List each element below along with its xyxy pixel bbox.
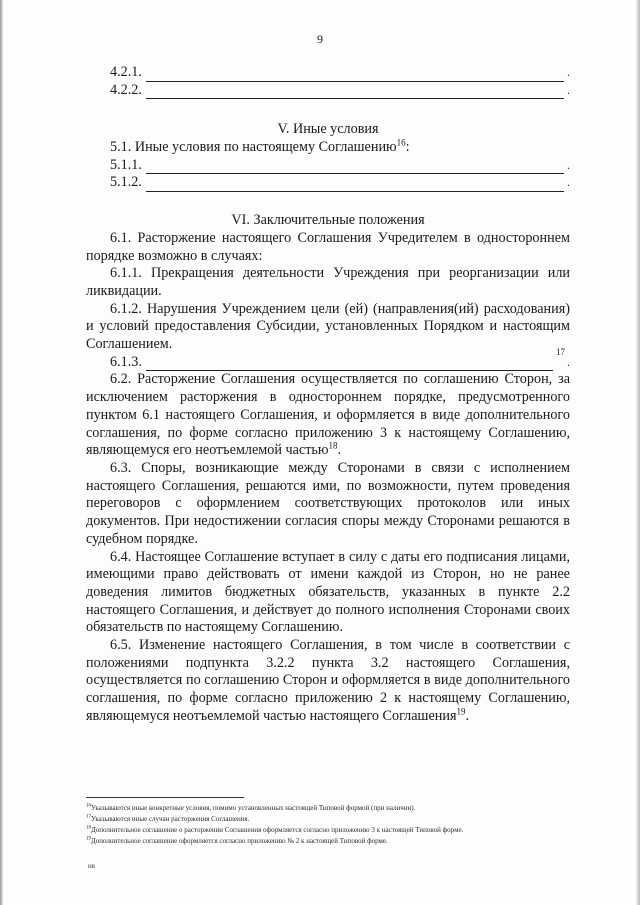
fill-in-line — [146, 358, 553, 371]
footnote-number: 19 — [86, 836, 91, 842]
line-end: . — [567, 175, 570, 190]
clause-6-2-end: . — [337, 442, 342, 459]
clause-6-5-text: 6.5. Изменение настоящего Соглашения, в том числе в соответствии с положениями подпункта 3.2.2 пункта 3.2 настоящего Соглашения, осуществляется по соглашению Сторон и оформляется в виде дополнительного соглашения, по форме согласно приложению 2 к настоящему Соглашению, являющемуся неотъемлемой частью настоящего Соглашения — [86, 637, 570, 724]
scan-edge-left — [0, 0, 3, 905]
footnote-ref-18: 18 — [328, 440, 338, 451]
document-body — [86, 64, 570, 726]
footnotes — [86, 803, 586, 847]
clause-6-5-end: . — [465, 707, 470, 724]
fill-in-line — [146, 86, 564, 99]
footnote-ref-16: 16 — [396, 137, 406, 148]
section-6-heading: VI. Заключительные положения — [231, 212, 425, 229]
footnote-ref-17: 17 — [556, 346, 565, 357]
clause-6-2 — [86, 371, 570, 460]
footnote-ref-19: 19 — [456, 706, 466, 717]
blank-line-5-1-1 — [86, 157, 570, 175]
footnote-16 — [86, 803, 586, 814]
section-5-heading: V. Иные условия — [277, 121, 379, 138]
clause-number: 4.2.1. — [110, 63, 142, 80]
footnote-text: Дополнительное соглашение оформляется согласно приложению № 2 к настоящей Типовой форме. — [91, 837, 388, 845]
footnote-text: Указываются иные конкретные условия, помимо установленных настоящей Типовой формой (при наличии). — [91, 804, 416, 812]
footnote-number: 16 — [86, 803, 91, 809]
clause-number: 4.2.2. — [110, 81, 142, 98]
footnote-text: Дополнительное соглашение о расторжении Соглашения оформляется согласно приложению 3 к настоящей Типовой форме. — [91, 826, 464, 834]
clause-number: 5.1.2. — [110, 174, 142, 191]
blank-line-4-2-1 — [86, 64, 570, 82]
line-end: . — [567, 157, 570, 172]
footnote-18 — [86, 825, 586, 836]
page-number: 9 — [317, 32, 323, 46]
clause-6-3: 6.3. Споры, возникающие между Сторонами в связи с исполнением настоящего Соглашения, решаются ими, по возможности, путем проведения переговоров с оформлением соответствующих протоколов или иных документов. При недостижении согласия споры между Сторонами решаются в судебном порядке. — [86, 459, 570, 547]
footnote-17 — [86, 814, 586, 825]
fill-in-line — [146, 179, 564, 192]
clause-6-1-2: 6.1.2. Нарушения Учреждением цели (ей) (направления(ий) расходования) и условий предоставления Субсидии, установленных Порядком и настоящим Соглашением. — [86, 300, 570, 353]
line-end: . — [567, 354, 570, 369]
fill-in-line — [146, 161, 564, 174]
footnote-number: 18 — [86, 825, 91, 831]
clause-number: 5.1.1. — [110, 156, 142, 173]
blank-line-6-1-3 — [86, 346, 570, 372]
clause-6-1: 6.1. Расторжение настоящего Соглашения Учредителем в одностороннем порядке возможно в случаях: — [86, 229, 570, 264]
clause-5-1-text: 5.1. Иные условия по настоящему Соглашению — [110, 139, 397, 156]
clause-6-1-1: 6.1.1. Прекращения деятельности Учреждения при реорганизации или ликвидации. — [86, 265, 570, 299]
clause-number: 6.1.3. — [110, 353, 142, 370]
line-end: . — [567, 82, 570, 97]
footnote-number: 17 — [86, 814, 91, 820]
fill-in-line — [146, 69, 564, 82]
clause-5-1-end: : — [405, 139, 410, 156]
clause-6-2-text: 6.2. Расторжение Соглашения осуществляется по соглашению Сторон, за исключением расторжения в одностороннем порядке, предусмотренного пунктом 6.1 настоящего Соглашения, и оформляется в виде дополнительного соглашения, по форме согласно приложению 3 к настоящему Соглашению, являющемуся его неотъемлемой частью — [86, 371, 570, 459]
line-end: . — [567, 64, 570, 79]
footnote-text: Указываются иные случаи расторжения Соглашения. — [91, 815, 250, 823]
footnote-19 — [86, 836, 586, 847]
footnote-separator — [86, 797, 244, 798]
clause-6-5 — [86, 637, 570, 726]
scan-edge-right — [636, 0, 640, 905]
clause-5-1 — [86, 139, 570, 157]
blank-line-4-2-2 — [86, 82, 570, 100]
blank-line-5-1-2 — [86, 174, 570, 192]
document-mark: нв — [88, 862, 96, 870]
clause-6-4: 6.4. Настоящее Соглашение вступает в силу с даты его подписания лицами, имеющими право действовать от имени каждой из Сторон, но не ранее доведения лимитов бюджетных обязательств, указанных в пункте 2.2 настоящего Соглашения, и действует до полного исполнения Сторонами своих обязательств по настоящему Соглашению. — [86, 548, 570, 636]
